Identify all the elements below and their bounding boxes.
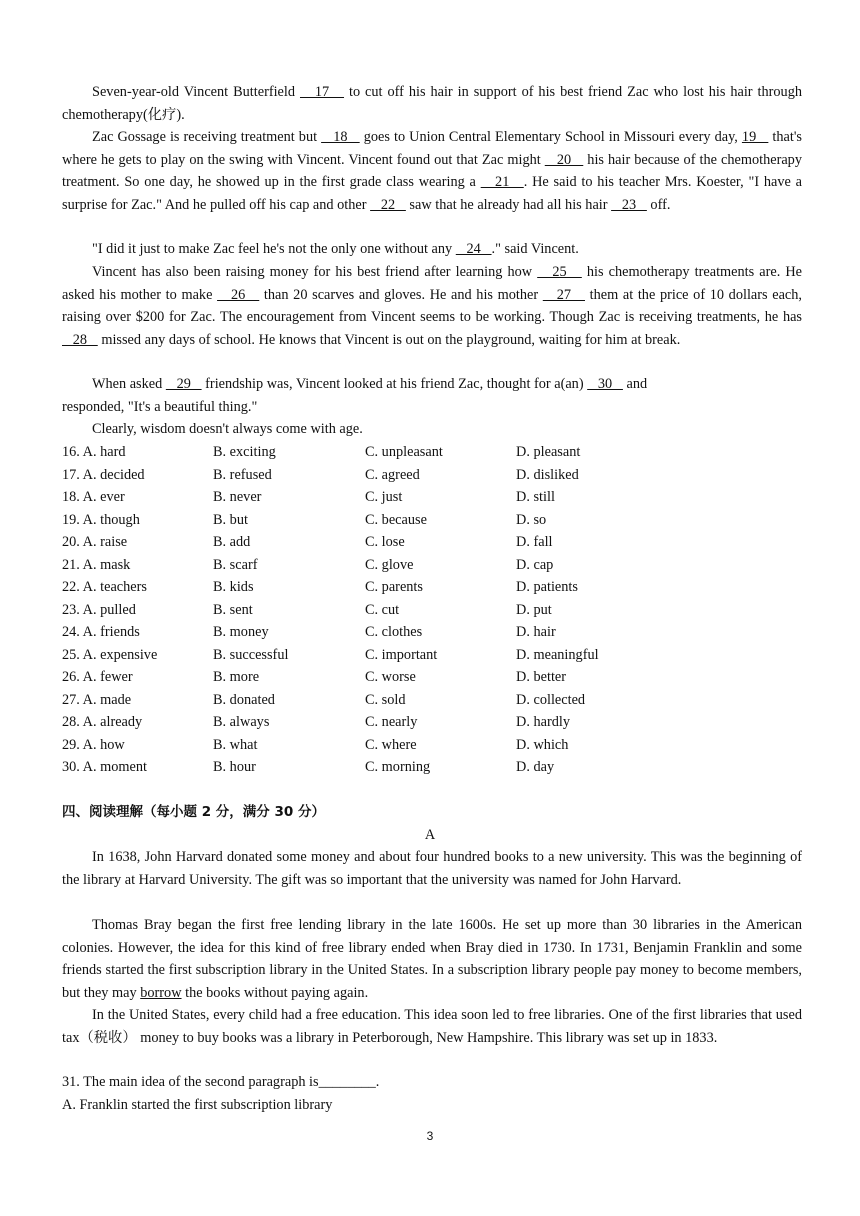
option-29-d: D. which: [516, 736, 569, 753]
option-25-c: C. important: [365, 646, 438, 663]
option-24-c: C. clothes: [365, 624, 423, 640]
option-18-b: B. never: [213, 489, 262, 505]
option-16-b: B. exciting: [213, 444, 276, 460]
option-24-a: 24. A. friends: [62, 624, 140, 640]
option-23-c: C. cut: [365, 601, 400, 618]
reading-paragraph-2: Thomas Bray began the first free lending library in the late 1600s. He set up more than 30 libraries in the American colonies. However, the idea for this kind of free library ended when Bray died in 1730. In 1731, Benjamin Franklin and some friends started the first subscription library in the United States. In a subscription library people pay money to become members, but they may borrow the books without paying again.: [62, 917, 802, 1001]
blank-23: 23: [611, 196, 647, 213]
option-17-a: 17. A. decided: [62, 466, 145, 483]
option-19-c: C. because: [365, 511, 427, 528]
option-30-d: D. day: [516, 759, 555, 775]
option-26-c: C. worse: [365, 669, 416, 685]
question-31-option-a: A. Franklin started the first subscription library: [62, 1097, 333, 1113]
blank-26: 26: [217, 286, 260, 303]
option-30-a: 30. A. moment: [62, 759, 147, 775]
option-28-d: D. hardly: [516, 714, 570, 730]
question-31: 31. The main idea of the second paragraph is________.: [62, 1074, 380, 1090]
option-25-d: D. meaningful: [516, 646, 599, 663]
blank-22: 22: [370, 196, 406, 213]
cloze-paragraph-1: Seven-year-old Vincent Butterfield 17 to cut off his hair in support of his best friend Zac who lost his hair through chemotherapy(化疗).: [62, 84, 802, 123]
blank-27: 27: [542, 286, 585, 303]
option-18-c: C. just: [365, 489, 403, 505]
blank-29: 29: [165, 376, 202, 392]
option-17-c: C. agreed: [365, 466, 420, 483]
underlined-word: borrow: [140, 984, 182, 1001]
option-23-b: B. sent: [213, 601, 253, 618]
cloze-paragraph-5-line-2: responded, "It's a beautiful thing.": [62, 399, 258, 415]
passage-label: A: [424, 827, 436, 843]
option-27-a: 27. A. made: [62, 691, 132, 708]
option-19-b: B. but: [213, 511, 248, 528]
blank-24: 24: [455, 241, 492, 257]
cloze-paragraph-2: Zac Gossage is receiving treatment but 18 goes to Union Central Elementary School in Missouri every day, 19 that's where he gets to play on the swing with Vincent. Vincent found out that Zac might 20 his hair because of the chemotherapy treatment. So one day, he showed up in the first grade class wearing a 21 . He said to his teacher Mrs. Koester, "I have a surprise for Zac." And he pulled off his cap and other 22 saw that he already had all his hair 23 off.: [62, 129, 802, 213]
option-22-a: 22. A. teachers: [62, 579, 147, 595]
page-number: 3: [426, 1129, 434, 1143]
option-26-d: D. better: [516, 669, 567, 685]
option-30-c: C. morning: [365, 759, 431, 775]
option-25-a: 25. A. expensive: [62, 646, 158, 663]
option-27-b: B. donated: [213, 691, 275, 708]
option-16-c: C. unpleasant: [365, 444, 443, 460]
option-19-d: D. so: [516, 511, 547, 528]
option-17-d: D. disliked: [516, 466, 579, 483]
blank-17: 17: [299, 84, 345, 100]
option-28-b: B. always: [213, 714, 270, 730]
option-20-d: D. fall: [516, 534, 553, 550]
cloze-paragraph-3: "I did it just to make Zac feel he's not the only one without any 24 ." said Vincent.: [92, 241, 579, 257]
section-heading: 四、阅读理解（每小题 2 分，满分 30 分）: [62, 804, 325, 820]
option-16-a: 16. A. hard: [62, 444, 126, 460]
option-21-b: B. scarf: [213, 556, 258, 573]
option-20-c: C. lose: [365, 534, 405, 550]
option-24-d: D. hair: [516, 624, 556, 640]
option-23-d: D. put: [516, 601, 552, 618]
option-27-c: C. sold: [365, 691, 406, 708]
blank-18: 18: [321, 129, 360, 145]
blank-25: 25: [537, 264, 582, 280]
option-18-a: 18. A. ever: [62, 489, 125, 505]
option-18-d: D. still: [516, 489, 555, 505]
option-17-b: B. refused: [213, 466, 272, 483]
option-28-c: C. nearly: [365, 714, 418, 730]
blank-20: 20: [544, 151, 584, 168]
option-19-a: 19. A. though: [62, 511, 140, 528]
option-29-a: 29. A. how: [62, 736, 125, 753]
cloze-paragraph-4: Vincent has also been raising money for his best friend after learning how 25 his chemotherapy treatments are. He asked his mother to make 26 than 20 scarves and gloves. He and his mother 27 them at the price of 10 dollars each, raising over $200 for Zac. The encouragement from Vincent seems to be working. Though Zac is receiving treatments, he has 28 missed any days of school. He knows that Vincent is out on the playground, waiting for him at break.: [62, 264, 802, 348]
option-22-b: B. kids: [213, 579, 254, 595]
cloze-paragraph-5: When asked 29 friendship was, Vincent looked at his friend Zac, thought for a(an) 30 and: [92, 376, 648, 392]
option-20-a: 20. A. raise: [62, 534, 128, 550]
blank-30: 30: [587, 376, 623, 392]
option-23-a: 23. A. pulled: [62, 601, 136, 618]
option-25-b: B. successful: [213, 646, 289, 663]
option-27-d: D. collected: [516, 691, 586, 708]
option-26-a: 26. A. fewer: [62, 669, 133, 685]
option-30-b: B. hour: [213, 759, 256, 775]
option-28-a: 28. A. already: [62, 714, 143, 730]
option-24-b: B. money: [213, 624, 269, 640]
cloze-paragraph-6: Clearly, wisdom doesn't always come with age.: [92, 421, 363, 437]
option-26-b: B. more: [213, 669, 260, 685]
option-21-c: C. glove: [365, 556, 414, 573]
option-20-b: B. add: [213, 534, 251, 550]
option-29-c: C. where: [365, 736, 417, 753]
blank-19: 19: [741, 129, 769, 145]
reading-paragraph-3: In the United States, every child had a free education. This idea soon led to free libraries. One of the first libraries that used tax（税收） money to buy books was a library in Peterborough, New Hampshire. This library was set up in 1833.: [62, 1007, 802, 1046]
option-21-d: D. cap: [516, 556, 554, 573]
option-16-d: D. pleasant: [516, 444, 581, 460]
option-29-b: B. what: [213, 736, 258, 753]
option-21-a: 21. A. mask: [62, 556, 131, 573]
option-22-d: D. patients: [516, 579, 578, 595]
blank-21: 21: [480, 174, 524, 190]
blank-28: 28: [62, 331, 98, 348]
option-22-c: C. parents: [365, 579, 423, 595]
reading-paragraph-1: In 1638, John Harvard donated some money and about four hundred books to a new university. This was the beginning of the library at Harvard University. The gift was so important that the university was named for John Harvard.: [62, 849, 802, 888]
